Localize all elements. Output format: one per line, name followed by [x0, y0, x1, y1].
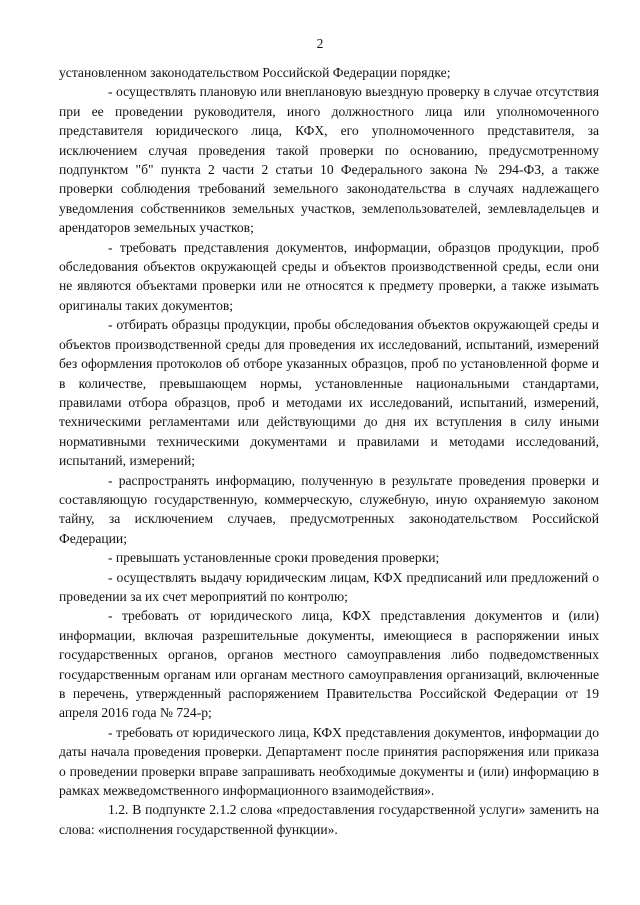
paragraph-prohibition-samples: - отбирать образцы продукции, пробы обследования объектов окружающей среды и объектов производственной среды для проведения их исследований, испытаний, измерений без оформления протоколов об отборе указанных образцов, проб по установленной форме и в количестве, превышающем нормы, установленные национальными стандартами, правилами отбора образцов, проб и методами их исследований, испытаний, измерений, техническими регламентами или действующими до дня их вступления в силу иными нормативными техническими документами и правилами и методами исследований, испытаний, измерений;	[59, 317, 599, 469]
paragraph-prohibition-documents-request: - требовать представления документов, информации, образцов продукции, проб обследования объектов окружающей среды и объектов производственной среды, если они не являются объектами проверки или не относятся к предмету проверки, а также изымать оригиналы таких документов;	[59, 239, 599, 313]
paragraph-amendment-1-2: 1.2. В подпункте 2.1.2 слова «предоставления государственной услуги» заменить на слова: «исполнения государственной функции».	[59, 802, 599, 837]
paragraph-prohibition-interagency-docs: - требовать от юридического лица, КФХ представления документов и (или) информации, включая разрешительные документы, имеющиеся в распоряжении иных государственных органов, органов местного самоуправления либо подведомственных государственным органам или органам местного самоуправления организаций, включенные в перечень, утвержденный распоряжением Правительства Российской Федерации от 19 апреля 2016 года № 724-р;	[59, 608, 599, 721]
document-body	[59, 63, 599, 839]
paragraph-prohibition-prescriptions: - осуществлять выдачу юридическим лицам, КФХ предписаний или предложений о проведении за их счет мероприятий по контролю;	[59, 569, 599, 604]
paragraph-continuation: установленном законодательством Российской Федерации порядке;	[59, 65, 451, 80]
page-number: 2	[316, 36, 324, 51]
paragraph-prohibition-inspection-absence: - осуществлять плановую или внеплановую выездную проверку в случае отсутствия при ее проведении руководителя, иного должностного лица или уполномоченного представителя юридического лица, КФХ, его уполномоченного представителя, за исключением случая проведения такой проверки по основанию, предусмотренному подпунктом "б" пункта 2 части 2 статьи 10 Федерального закона № 294-ФЗ, а также проверки соблюдения требований земельного законодательства в случаях надлежащего уведомления собственников земельных участков, землепользователей, землевладельцев и арендаторов земельных участков;	[59, 84, 599, 236]
paragraph-prohibition-deadlines: - превышать установленные сроки проведения проверки;	[108, 550, 440, 566]
paragraph-prohibition-disclosure: - распространять информацию, полученную в результате проведения проверки и составляющую государственную, коммерческую, служебную, иную охраняемую законом тайну, за исключением случаев, предусмотренных законодательством Российской Федерации;	[59, 472, 599, 546]
paragraph-prohibition-before-start: - требовать от юридического лица, КФХ представления документов, информации до даты начала проведения проверки. Департамент после принятия распоряжения или приказа о проведении проверки вправе запрашивать необходимые документы и (или) информацию в рамках межведомственного информационного взаимодействия».	[59, 724, 599, 799]
